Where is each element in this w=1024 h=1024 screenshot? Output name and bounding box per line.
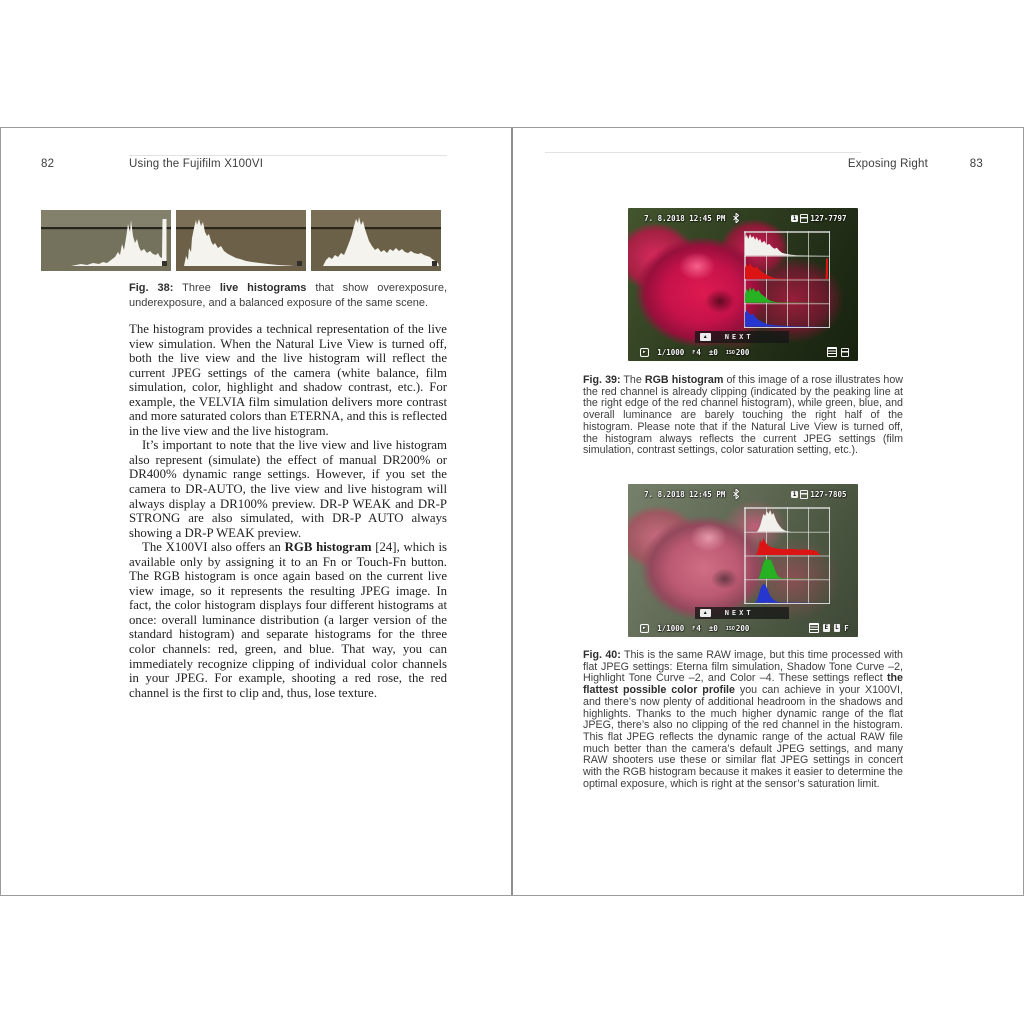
next-button-bar xyxy=(695,331,789,343)
next-label: NEXT xyxy=(724,333,754,342)
aperture: F4 xyxy=(692,623,701,633)
card-slot-icon: 1 xyxy=(792,214,797,222)
frames-remaining: 127-7797 xyxy=(810,213,847,223)
rgb-histogram-panel xyxy=(744,231,830,328)
dynamic-range-icon xyxy=(827,347,837,357)
up-arrow-icon: ▲ xyxy=(700,609,711,617)
running-header-left: Using the Fujifilm X100VI xyxy=(129,158,264,170)
page-number-left: 82 xyxy=(41,158,55,170)
bluetooth-icon xyxy=(733,213,739,223)
rgb-histogram-panel-flat xyxy=(744,507,830,604)
page-right xyxy=(513,128,1023,895)
bluetooth-icon xyxy=(733,489,739,499)
figure-39-caption: Fig. 39: The RGB histogram of this image of a rose illustrates how the red channel is already clipping (indicated by the peaking line at the right edge of the red channel histogram), while green, blue, and overall luminance are barely touching the right half of the histogram. Please note that if the Natural Live View is turned off, the histogram always reflects the current JPEG settings (film simulation, contrast settings, color saturation setting, etc.). xyxy=(583,374,903,457)
playback-icon: ▶ xyxy=(640,348,650,357)
iso-value: ISO200 xyxy=(725,347,750,357)
iso-value: ISO200 xyxy=(725,623,750,633)
blue-channel-histogram xyxy=(745,579,829,603)
figure-38-label: Fig. 38: xyxy=(129,282,174,294)
camera-datetime: 7. 8.2018 12:45 PM xyxy=(644,489,726,499)
figure-39-camera-screenshot xyxy=(628,208,858,361)
figure-38-caption: Fig. 38: Three live histograms that show overexposure, underexposure, and a balanced exposure of the same scene. xyxy=(129,282,448,309)
paragraph-2: It’s important to note that the live view and live histogram also represent (simulate) the effect of manual DR200% or DR400% dynamic range settings. However, if you set the camera to DR-AUTO, the live view and live histogram will always display a DR100% preview. DR-P WEAK and DR-P STRONG are also simulated, with DR-P AUTO always showing a DR-P WEAK preview. xyxy=(129,438,447,540)
playback-icon: ▶ xyxy=(640,624,650,633)
running-header-right: Exposing Right xyxy=(847,158,928,170)
exposure-compensation: ±0 xyxy=(708,623,718,633)
shutter-speed: 1/1000 xyxy=(657,347,685,357)
figure-40-label: Fig. 40: xyxy=(583,649,621,661)
shutter-speed: 1/1000 xyxy=(657,623,685,633)
quality-label: F xyxy=(844,623,849,633)
next-button-bar xyxy=(695,607,789,619)
red-channel-histogram xyxy=(745,532,829,556)
blue-channel-histogram xyxy=(745,303,829,327)
camera-datetime: 7. 8.2018 12:45 PM xyxy=(644,213,726,223)
dynamic-range-icon xyxy=(809,623,819,633)
exposure-compensation: ±0 xyxy=(708,347,718,357)
header-rule-left xyxy=(129,155,447,156)
camera-top-bar xyxy=(644,489,846,499)
film-simulation-icon: E xyxy=(824,624,829,632)
paragraph-1: The histogram provides a technical representation of the live view simulation. When the Natural Live View is turned off, both the live view and the live histogram will reflect the current JPEG settings of the camera (white balance, film simulation, color, highlight and shadow contrast, etc.). For example, the VELVIA film simulation delivers more contrast and more saturated colors than ETERNA, and this is reflected in the live view and the live histogram. xyxy=(129,322,447,438)
header-rule-right xyxy=(545,152,861,153)
paragraph-3: The X100VI also offers an RGB histogram [24], which is available only by assigning it to an Fn or Touch-Fn button. The RGB histogram is once again based on the current live view image, so it represents the resulting JPEG image. In fact, the color histogram displays four different histograms at once: overall luminance distribution (a larger version of the standard histogram) and separate histograms for the three color channels: red, green, and blue. That way, you can immediately recognize clipping of individual color channels in your JPEG. For example, shooting a red rose, the red channel is the first to clip and, thus, lose texture. xyxy=(129,540,447,700)
sd-card-icon xyxy=(800,214,808,223)
figure-38-histogram-strip xyxy=(41,210,441,271)
page-number-right: 83 xyxy=(969,158,983,170)
live-histogram-balanced xyxy=(311,210,441,271)
aperture: F4 xyxy=(692,347,701,357)
green-channel-histogram xyxy=(745,555,829,579)
figure-39-label: Fig. 39: xyxy=(583,374,621,386)
figure-40-caption: Fig. 40: This is the same RAW image, but this time processed with flat JPEG settings: Eterna film simulation, Shadow Tone Curve –2, Highlight Tone Curve –2, and Color –4. These settings reflect the flattest possible color profile you can achieve in your X100VI, and there’s now plenty of additional headroom in the shadows and highlights. Thanks to the much higher dynamic range of the flat JPEG, there’s also no clipping of the red channel in the histogram. This flat JPEG reflects the dynamic range of the actual RAW file much better than the camera’s default JPEG settings, and many RAW shooters use these or similar flat JPEG settings in concert with the RGB histogram because it makes it easier to determine the optimal exposure, which is right at the sensor’s saturation limit. xyxy=(583,649,903,790)
red-channel-histogram-clipping xyxy=(745,256,829,280)
quality-icon xyxy=(841,348,849,357)
card-slot-icon: 1 xyxy=(792,490,797,498)
up-arrow-icon: ▲ xyxy=(700,333,711,341)
live-histogram-overexposure xyxy=(41,210,171,271)
page-left xyxy=(1,128,511,895)
body-text-column xyxy=(129,322,447,700)
green-channel-histogram xyxy=(745,279,829,303)
next-label: NEXT xyxy=(724,609,754,618)
camera-info-bar xyxy=(640,623,849,633)
camera-info-bar xyxy=(640,347,849,357)
luminance-histogram xyxy=(745,232,829,256)
camera-top-bar xyxy=(644,213,846,223)
figure-40-camera-screenshot xyxy=(628,484,858,637)
book-spread xyxy=(0,127,1024,896)
sd-card-icon xyxy=(800,490,808,499)
live-histogram-underexposure xyxy=(176,210,306,271)
frames-remaining: 127-7805 xyxy=(810,489,847,499)
luminance-histogram xyxy=(745,508,829,532)
image-size-icon: L xyxy=(835,624,839,632)
